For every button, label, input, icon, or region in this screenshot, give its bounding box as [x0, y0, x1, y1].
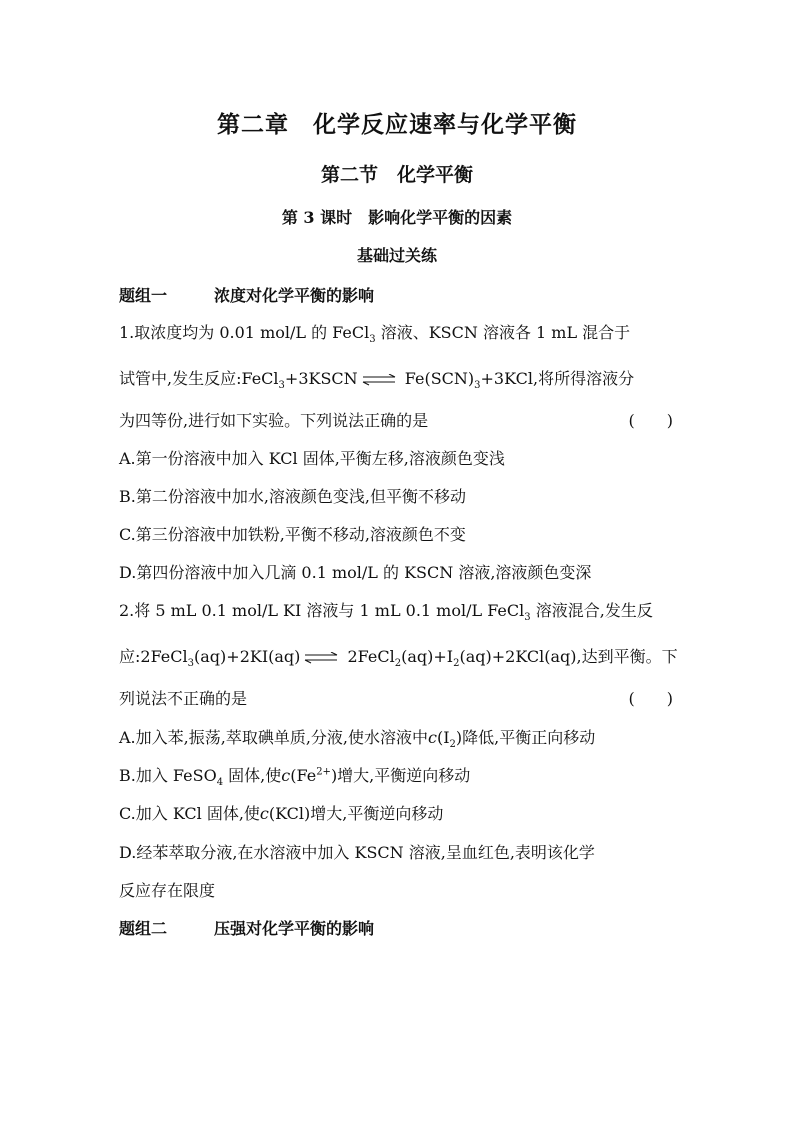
- q1-line-2: 试管中,发生反应:FeCl$_3$+3KSCN $Fe(SCN)_3+3KCl$,将所得溶液分: [119, 369, 635, 392]
- q2-option-a: A.加入苯,振荡,萃取碘单质,分液,使水溶液中$c(I_2)$降低,平衡正向移动: [119, 728, 596, 751]
- equilibrium-arrow-icon: [362, 374, 396, 386]
- q2-line-1: 2.将 5 mL 0.1 mol/L KI 溶液与 1 mL 0.1 mol/L FeCl$_3$ 溶液混合,发生反: [119, 601, 653, 624]
- q2-option-d-line-1: D.经苯萃取分液,在水溶液中加入 KSCN 溶液,呈血红色,表明该化学: [119, 843, 595, 862]
- group-label: 题组二: [119, 919, 168, 938]
- q2-option-d-line-2: 反应存在限度: [119, 881, 216, 900]
- lesson-title: 第 3 课时 影响化学平衡的因素: [281, 208, 513, 227]
- equilibrium-arrow-icon: [304, 652, 338, 664]
- group-heading-1: [119, 286, 679, 306]
- q1-line-1: 1.取浓度均为 0.01 mol/L 的 FeCl$_3$ 溶液、KSCN 溶液各 1 mL 混合于: [119, 323, 631, 346]
- q2-option-b: B.加入 FeSO$_4$ 固体,使$c(Fe^{2+})$增大,平衡逆向移动: [119, 766, 471, 789]
- answer-bracket[interactable]: ( ): [628, 689, 673, 708]
- q2-option-c: C.加入 KCl 固体,使c(KCl)增大,平衡逆向移动: [119, 804, 444, 823]
- q1-option-c: C.第三份溶液中加铁粉,平衡不移动,溶液颜色不变: [119, 525, 466, 544]
- answer-bracket[interactable]: ( ): [628, 411, 673, 430]
- group-heading-2: [119, 919, 679, 939]
- q1-option-d: D.第四份溶液中加入几滴 0.1 mol/L 的 KSCN 溶液,溶液颜色变深: [119, 563, 592, 582]
- q1-option-a: A.第一份溶液中加入 KCl 固体,平衡左移,溶液颜色变浅: [119, 449, 505, 468]
- group-name: 浓度对化学平衡的影响: [214, 286, 375, 305]
- section-title: 第二节 化学平衡: [320, 164, 473, 186]
- exercise-subtitle: 基础过关练: [356, 246, 437, 265]
- q2-line-3: 列说法不正确的是 ( ): [119, 689, 673, 708]
- chapter-title: 第二章 化学反应速率与化学平衡: [217, 111, 577, 138]
- q2-line-2: 应:2FeCl$_3$(aq)+2KI(aq) $2FeCl_2(aq)+I_2(aq)+2KCl(aq)$,达到平衡。下: [119, 647, 678, 670]
- q1-line-3: 为四等份,进行如下实验。下列说法正确的是 ( ): [119, 411, 673, 430]
- q1-option-b: B.第二份溶液中加水,溶液颜色变浅,但平衡不移动: [119, 487, 467, 506]
- group-name: 压强对化学平衡的影响: [214, 919, 375, 938]
- group-label: 题组一: [119, 286, 168, 305]
